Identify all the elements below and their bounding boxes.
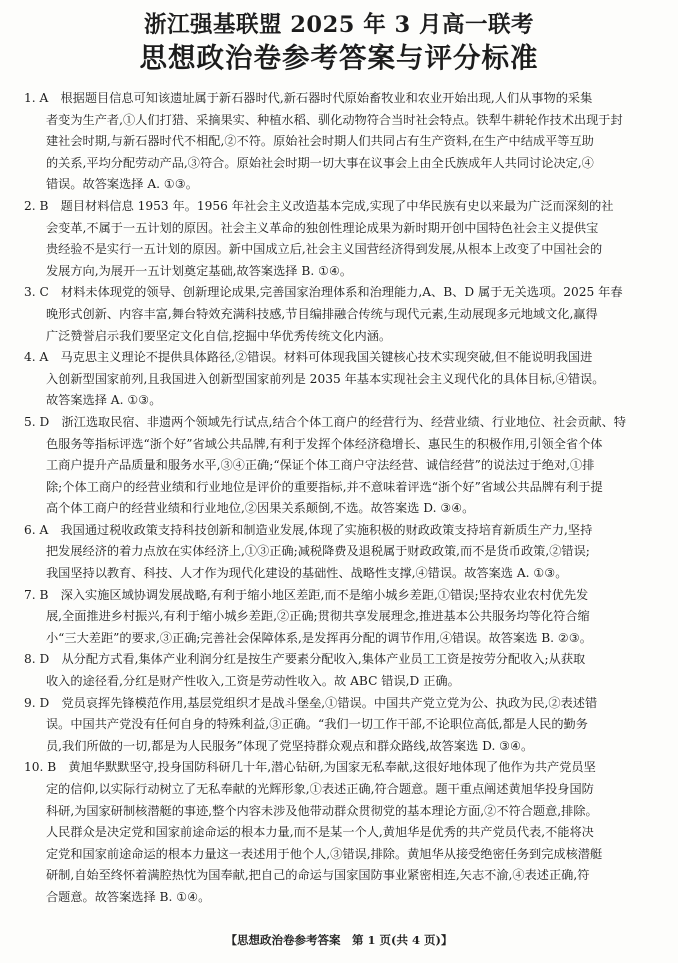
answer-item (24, 757, 654, 908)
answer-line: 者变为生产者,①人们打猎、采摘果实、种植水稻、驯化动物符合当时社会特点。铁犁牛耕轮作技术出现于封 (46, 112, 623, 127)
answer-list (24, 88, 654, 909)
answer-line: 合题意。故答案选择 B. ①④。 (46, 889, 211, 904)
answer-line: 4. A 马克思主义理论不提供具体路径,②错误。材料可体现我国关键核心技术实现突破,但不能说明我国进 (24, 350, 593, 365)
answer-line: 色服务等指标评选“浙个好”省域公共品牌,有利于发挥个体经济稳增长、惠民生的积极作用,引领全省个体 (46, 436, 603, 451)
answer-line: 错误。故答案选择 A. ①③。 (46, 177, 198, 192)
answer-line: 会变革,不属于一五计划的原因。社会主义革命的独创性理论成果为新时期开创中国特色社会主义提供宝 (46, 220, 599, 235)
answer-line: 贵经验不是实行一五计划的原因。新中国成立后,社会主义国营经济得到发展,从根本上改变了中国社会的 (46, 242, 603, 257)
answer-line: 展,全面推进乡村振兴,有利于缩小城乡差距,②正确;贯彻共享发展理念,推进基本公共服务均等化符合缩 (46, 609, 590, 624)
answer-line: 2. B 题目材料信息 1953 年。1956 年社会主义改造基本完成,实现了中华民族有史以来最为广泛而深刻的社 (24, 198, 614, 213)
answer-line: 工商户提升产品质量和服务水平,③④正确;“保证个体工商户守法经营、诚信经营”的说法过于绝对,①排 (46, 458, 595, 473)
answer-item (24, 88, 654, 196)
answer-line: 人民群众是决定党和国家前途命运的根本力量,而不是某一个人,黄旭华是优秀的共产党员代表,不能将决 (46, 825, 594, 840)
answer-item (24, 585, 654, 650)
answer-line: 5. D 浙江选取民宿、非遗两个领域先行试点,结合个体工商户的经营行为、经营业绩、行业地位、社会贡献、特 (24, 414, 626, 429)
answer-line: 10. B 黄旭华默默坚守,投身国防科研几十年,潜心钻研,为国家无私奉献,这很好地体现了他作为共产党员坚 (24, 760, 596, 775)
answer-line: 入创新型国家前列,且我国进入创新型国家前列是 2035 年基本实现社会主义现代化的具体目标,④错误。 (46, 371, 605, 386)
answer-line: 9. D 党员哀挥先锋模范作用,基层党组织才是战斗堡垒,①错误。中国共产党立党为公、执政为民,②表述错 (24, 695, 598, 710)
answer-line: 故答案选择 A. ①③。 (46, 393, 162, 408)
answer-line: 定的信仰,以实际行动树立了无私奉献的光辉形象,①表述正确,符合题意。题干重点阐述黄旭华投身国防 (46, 782, 594, 796)
answer-line: 发展方向,为展开一五计划奠定基础,故答案选择 B. ①④。 (46, 263, 353, 278)
answer-line: 广泛赞誉启示我们要坚定文化自信,挖掘中华优秀传统文化内涵。 (46, 328, 392, 343)
answer-item (24, 649, 654, 692)
answer-line: 把发展经济的着力点放在实体经济上,①③正确;减税降费及退税属于财政政策,而不是货币政策,②错误; (46, 544, 590, 559)
answer-line: 晚形式创新、内容丰富,舞台特效充满科技感,节目编排融合传统与现代元素,生动展现多元地域文化,赢得 (46, 306, 598, 321)
answer-line: 1. A 根据题目信息可知该遗址属于新石器时代,新石器时代原始畜牧业和农业开始出现,人们从事物的采集 (24, 91, 593, 105)
page-footer: 【思想政治卷参考答案 第 1 页(共 4 页)】 (225, 933, 453, 947)
answer-line: 小“三大差距”的要求,③正确;完善社会保障体系,是发挥再分配的调节作用,④错误。故答案选 B. ②③。 (46, 630, 592, 645)
answer-line: 7. B 深入实施区域协调发展战略,有利于缩小地区差距,而不是缩小城乡差距,①错误;坚持农业农村优先发 (24, 587, 589, 602)
answer-line: 建社会时期,与新石器时代不相配,②不符。原始社会时期人们共同占有生产资料,在生产中结成平等互助 (46, 134, 594, 149)
answer-line: 定党和国家前途命运的根本力量这一表述用于他个人,③错误,排除。黄旭华从接受绝密任务到完成核潜艇 (46, 846, 603, 861)
answer-line: 6. A 我国通过税收政策支持科技创新和制造业发展,体现了实施积极的财政政策支持培育新质生产力,坚持 (24, 522, 593, 537)
answer-item (24, 196, 654, 282)
answer-line: 3. C 材料未体现党的领导、创新理论成果,完善国家治理体系和治理能力,A、B、D 属于无关选项。2025 年春 (24, 285, 623, 300)
answer-item (24, 347, 654, 412)
answer-line: 员,我们所做的一切,都是为人民服务”体现了党坚持群众观点和群众路线,故答案选 D. ③④。 (46, 738, 534, 753)
answer-line: 科研,为国家研制核潜艇的事迹,整个内容未涉及他带动群众贯彻党的基本理论方面,②不符合题意,排除。 (46, 803, 598, 818)
answer-item (24, 412, 654, 520)
document-title: 思想政治卷参考答案与评分标准 (139, 42, 539, 74)
answer-line: 8. D 从分配方式看,集体产业利润分红是按生产要素分配收入,集体产业员工工资是按劳分配收入;从获取 (24, 652, 586, 667)
answer-line: 收入的途径看,分红是财产性收入,工资是劳动性收入。故 ABC 错误,D 正确。 (46, 674, 460, 689)
answer-line: 误。中国共产党没有任何自身的特殊利益,③正确。“我们一切工作干部,不论职位高低,都是人民的勤务 (46, 717, 588, 732)
answer-line: 研制,自始至终怀着满腔热忱为国奉献,把自己的命运与国家国防事业紧密相连,矢志不渝,④表述正确,符 (46, 868, 590, 883)
answer-line: 的关系,平均分配劳动产品,③符合。原始社会时期一切大事在议事会上由全氏族成年人共同讨论决定,④ (46, 155, 594, 170)
answer-item (24, 693, 654, 758)
answer-line: 除;个体工商户的经营业绩和行业地位是评价的重要指标,并不意味着评选“浙个好”省域公共品牌有利于提 (46, 479, 603, 494)
answer-item (24, 520, 654, 585)
answer-item (24, 282, 654, 347)
exam-title: 浙江强基联盟 2025 年 3 月高一联考 (143, 12, 535, 38)
answer-line: 高个体工商户的经营业绩和行业地位,②因果关系颠倒,不选。故答案选 D. ③④。 (46, 501, 475, 516)
answer-line: 我国坚持以教育、科技、人才作为现代化建设的基础性、战略性支撑,④错误。故答案选 A. ①③。 (46, 566, 568, 581)
